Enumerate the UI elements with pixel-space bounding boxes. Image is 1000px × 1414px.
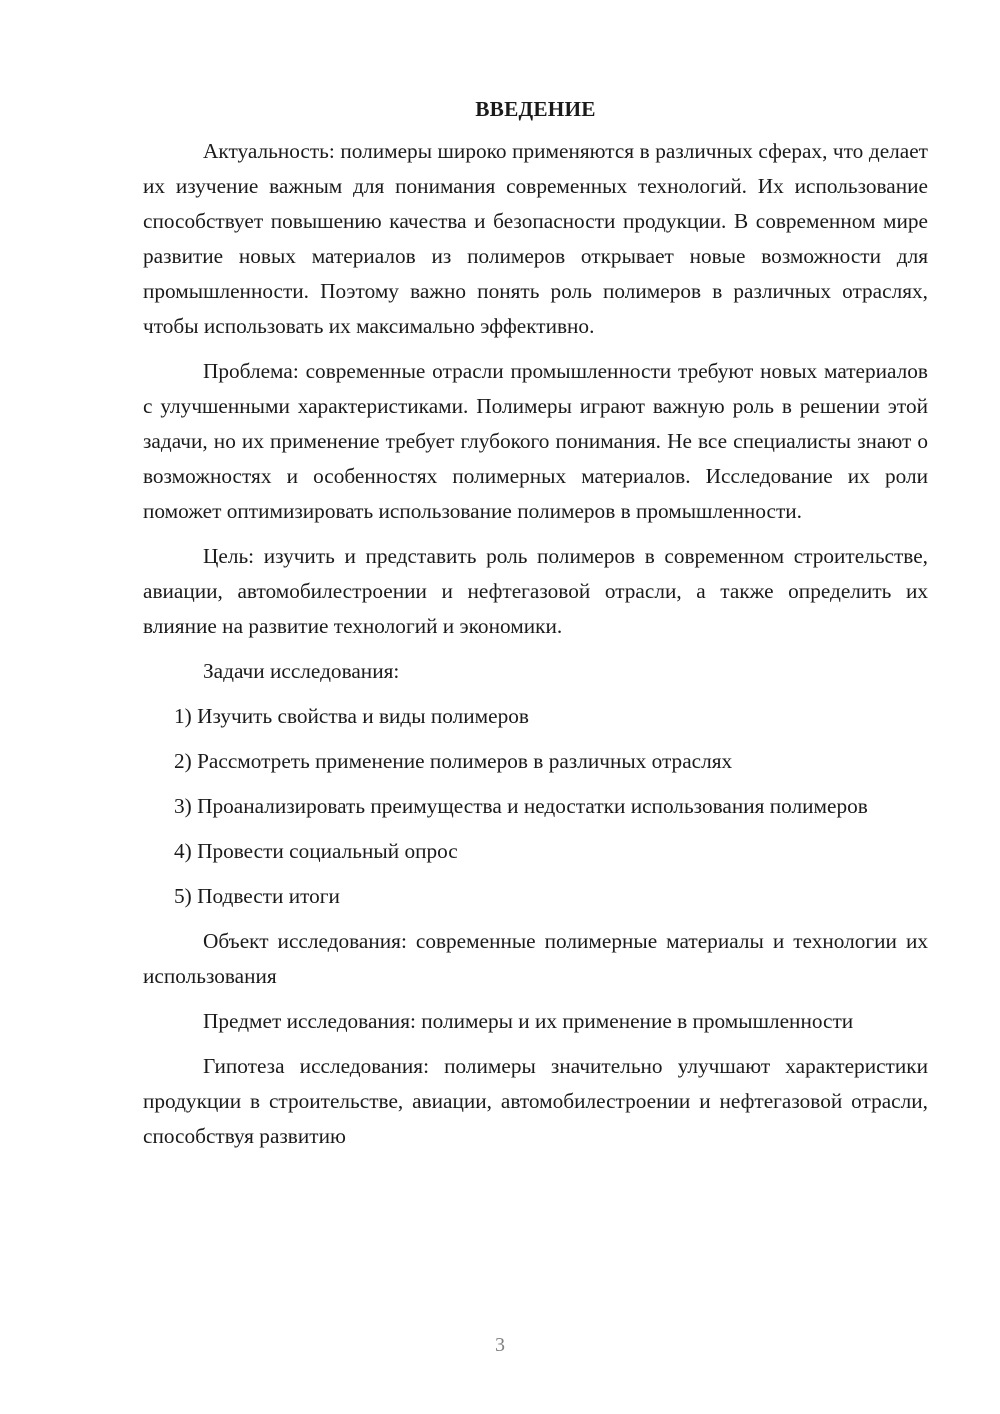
task-item: 3) Проанализировать преимущества и недостатки использования полимеров	[174, 794, 868, 818]
task-item: 4) Провести социальный опрос	[174, 839, 458, 863]
section-title: ВВЕДЕНИЕ	[475, 97, 596, 121]
paragraph-subject: Предмет исследования: полимеры и их применение в промышленности	[203, 1009, 854, 1033]
paragraph-object: Объект исследования: современные полимерные материалы и технологии их использования	[143, 929, 928, 988]
paragraph-problem: Проблема: современные отрасли промышленности требуют новых материалов с улучшенными характеристиками. Полимеры играют важную роль в решении этой задачи, но их применение требует глубокого понимания. Не все специалисты знают о возможностях и особенностях полимерных материалов. Исследование их роли поможет оптимизировать использование полимеров в промышленности.	[143, 359, 928, 523]
paragraph-relevance: Актуальность: полимеры широко применяются в различных сферах, что делает их изучение важным для понимания современных технологий. Их использование способствует повышению качества и безопасности продукции. В современном мире развитие новых материалов из полимеров открывает новые возможности для промышленности. Поэтому важно понять роль полимеров в различных отраслях, чтобы использовать их максимально эффективно.	[143, 139, 928, 338]
page-content	[143, 92, 928, 1164]
paragraph-tasks-heading: Задачи исследования:	[203, 659, 400, 683]
task-item: 5) Подвести итоги	[174, 884, 340, 908]
paragraph-hypothesis: Гипотеза исследования: полимеры значительно улучшают характеристики продукции в строительстве, авиации, автомобилестроении и нефтегазовой отрасли, способствуя развитию	[143, 1054, 928, 1148]
paragraph-goal: Цель: изучить и представить роль полимеров в современном строительстве, авиации, автомобилестроении и нефтегазовой отрасли, а также определить их влияние на развитие технологий и экономики.	[143, 544, 928, 638]
task-item: 1) Изучить свойства и виды полимеров	[174, 704, 529, 728]
page-number: 3	[495, 1334, 505, 1356]
task-item: 2) Рассмотреть применение полимеров в различных отраслях	[174, 749, 733, 773]
